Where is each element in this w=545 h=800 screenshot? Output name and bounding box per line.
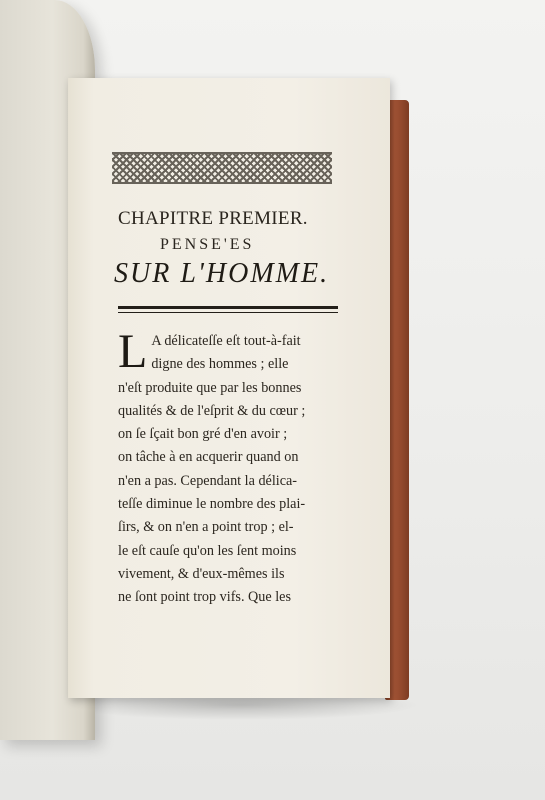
title-rule-thin xyxy=(118,312,338,313)
text-line: digne des hommes ; elle xyxy=(151,356,289,373)
drop-cap: L xyxy=(118,325,148,378)
text-line: ſirs, & on n'en a point trop ; el- xyxy=(118,519,294,536)
header-ornament xyxy=(112,152,332,184)
text-line: n'eſt produite que par les bonnes xyxy=(118,379,302,396)
text-line: qualités & de l'eſprit & du cœur ; xyxy=(118,402,306,419)
main-title: SUR L'HOMME. xyxy=(114,258,330,289)
text-line: on tâche à en acquerir quand on xyxy=(118,449,299,466)
text-line: ne ſont point trop vifs. Que les xyxy=(118,589,291,606)
text-line: teſſe diminue le nombre des plai- xyxy=(118,496,306,513)
text-line: vivement, & d'eux-mêmes ils xyxy=(118,565,285,582)
right-page xyxy=(68,78,390,698)
title-rule xyxy=(118,306,338,309)
text-line: n'en a pas. Cependant la délica- xyxy=(118,472,298,489)
section-subtitle: PENSE'ES xyxy=(160,236,255,253)
text-line: A délicateſſe eſt tout-à-fait xyxy=(151,333,301,349)
text-line: on ſe ſçait bon gré d'en avoir ; xyxy=(118,426,288,443)
body-text xyxy=(118,325,340,610)
chapter-title: CHAPITRE PREMIER. xyxy=(118,208,308,229)
text-line: le eſt cauſe qu'on les ſent moins xyxy=(118,542,297,559)
